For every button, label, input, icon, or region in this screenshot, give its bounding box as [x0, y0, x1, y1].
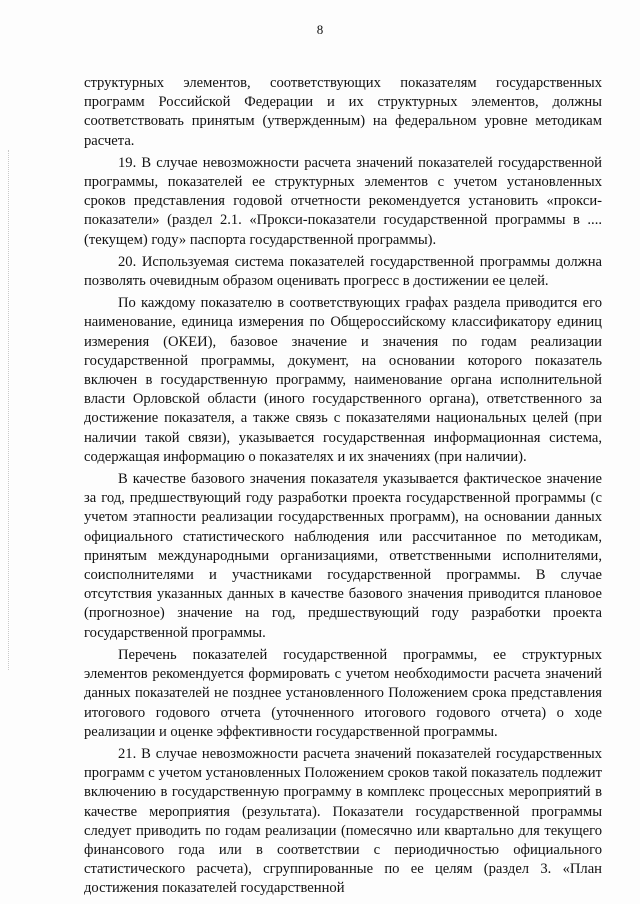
paragraph-item-19: 19. В случае невозможности расчета значений показателей государственной программы, показателей ее структурных элементов с учетом установленных сроков представления годовой отчетности рекомендуется установить «прокси-показатели» (раздел 2.1. «Прокси-показатели государственной программы в ....(текущем) году» паспорта государственной программы). — [84, 154, 602, 248]
binding-edge — [8, 150, 13, 670]
paragraph-base-value: В качестве базового значения показателя указывается фактическое значение за год, предшествующий году разработки проекта государственной программы (с учетом этапности реализации государственных программ), на основании данных официального статистического наблюдения или рассчитанное по методикам, принятым международными организациями, ответственными исполнителями, соисполнителями и участниками государственной программы. В случае отсутствия указанных данных в качестве базового значения приводится плановое (прогнозное) значение на год, предшествующий году разработки проекта государственной программы. — [84, 471, 602, 641]
paragraph-item-21: 21. В случае невозможности расчета значений показателей государственных программ с учетом установленных Положением сроков такой показатель подлежит включению в государственную программу в комплекс процессных мероприятий в качестве мероприятия (результата). Показатели государственной программы следует приводить по годам реализации (помесячно или квартально для текущего финансового года или в соответствии с периодичностью официального статистического расчета), сгруппированные по ее целям (раздел 3. «План достижения показателей государственной — [84, 745, 602, 897]
paragraph-indicator-description: По каждому показателю в соответствующих графах раздела приводится его наименование, единица измерения по Общероссийскому классификатору единиц измерения (ОКЕИ), базовое значение и значения по годам реализации государственной программы, документ, на основании которого показатель включен в государственную программу, наименование органа исполнительной власти Орловской области (иного государственного органа), ответственного за достижение показателя, а также связь с показателями национальных целей (при наличии такой связи), указывается государственная информационная система, содержащая информацию о показателях и их значениях (при наличии). — [84, 295, 602, 465]
paragraph-continuation: структурных элементов, соответствующих показателям государственных программ Российской Федерации и их структурных элементов, должны соответствовать принятым (утвержденным) на федеральном уровне методикам расчета. — [84, 75, 602, 149]
document-body — [84, 74, 602, 902]
paragraph-indicator-list: Перечень показателей государственной программы, ее структурных элементов рекомендуется формировать с учетом необходимости расчета значений данных показателей не позднее установленного Положением срока представления итогового годового отчета (уточненного итогового годового отчета) о ходе реализации и оценке эффективности государственной программы. — [84, 646, 602, 740]
page-number: 8 — [316, 22, 324, 37]
paragraph-item-20: 20. Используемая система показателей государственной программы должна позволять очевидным образом оценивать прогресс в достижении ее целей. — [84, 253, 602, 290]
